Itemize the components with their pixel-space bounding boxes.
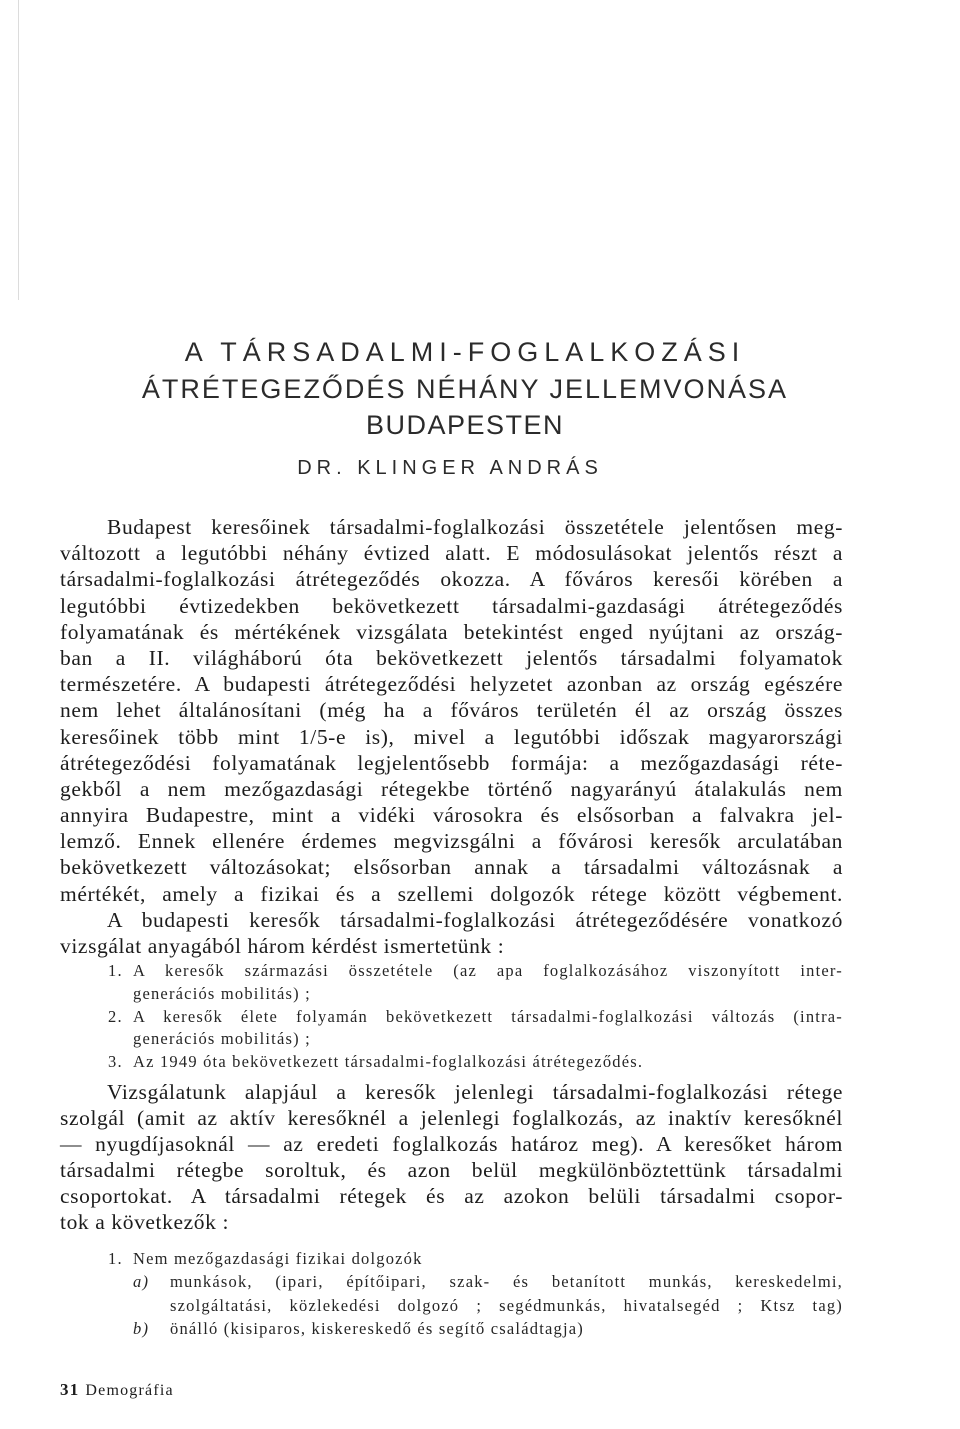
paragraph-line: nem lehet általánosítani (még ha a főváros területén él az ország összes bbox=[60, 698, 843, 723]
paragraph-line: annyira Budapestre, mint a vidéki városokra és elsősorban a falvakra jel- bbox=[60, 803, 843, 828]
paragraph-line: lemző. Ennek ellenére érdemes megvizsgálni a fővárosi keresők arculatában bbox=[60, 829, 843, 854]
list-item-line: generációs mobilitás) ; bbox=[133, 1029, 311, 1049]
paragraph-line: csoportokat. A társadalmi rétegek és az azokon belüli társadalmi csopor- bbox=[60, 1184, 843, 1208]
paragraph-line: szolgál (amit az aktív keresőknél a jelenlegi foglalkozás, az inaktív keresőknél bbox=[60, 1106, 843, 1130]
sub-list-item bbox=[133, 1270, 843, 1317]
list-item-number: 2. bbox=[108, 1006, 123, 1026]
list-item bbox=[108, 1006, 843, 1052]
page-footer bbox=[60, 1380, 174, 1401]
article-title-line: ÁTRÉTEGEZŐDÉS NÉHÁNY JELLEMVONÁSA bbox=[141, 373, 789, 404]
author-name: DR. KLINGER ANDRÁS bbox=[297, 457, 603, 479]
paragraph-line: A budapesti keresők társadalmi-foglalkozási átrétegeződésére vonatkozó bbox=[107, 907, 843, 932]
paragraph-line: tok a következők : bbox=[60, 1210, 230, 1234]
sub-list-item bbox=[133, 1317, 843, 1340]
sub-list-item-letter: b) bbox=[133, 1318, 150, 1338]
paragraph-line: átrétegeződési folyamatának legjelentősebb formája: a mezőgazdasági réte- bbox=[60, 750, 843, 775]
list-item-number: 1. bbox=[108, 1249, 123, 1268]
paragraph-line: Vizsgálatunk alapjául a keresők jelenlegi társadalmi-foglalkozási rétege bbox=[107, 1080, 843, 1104]
page-number: 31 bbox=[60, 1380, 80, 1399]
sub-list-item-letter: a) bbox=[133, 1272, 150, 1292]
scan-edge-line bbox=[18, 0, 19, 300]
list-item-number: 1. bbox=[108, 961, 123, 980]
list-item-line: munkások, (ipari, építőipari, szak- és betanított munkás, kereskedelmi, bbox=[170, 1272, 843, 1292]
paragraph-line: gekből a nem mezőgazdasági rétegekbe történő nagyarányú átalakulás nem bbox=[60, 776, 843, 801]
paragraph-line: keresőinek több mint 1/5-e is), mivel a legutóbbi időszak magyarországi bbox=[60, 724, 843, 749]
paragraph-line: folyamatának és mértékének vizsgálata betekintést enged nyújtani az ország- bbox=[60, 619, 843, 644]
body-text bbox=[60, 514, 843, 959]
paragraph-line: — nyugdíjasoknál — az eredeti foglalkozás határoz meg). A keresőket három bbox=[60, 1132, 843, 1156]
question-list bbox=[108, 960, 843, 1074]
journal-name: Demográfia bbox=[85, 1382, 174, 1399]
paragraph-line: változott a legutóbbi néhány évtized alatt. E módosulásokat jelentős részt a bbox=[60, 541, 843, 566]
list-item-line: szolgáltatási, közlekedési dolgozó ; segédmunkás, hivatalsegéd ; Ktsz tag) bbox=[170, 1295, 843, 1315]
list-item bbox=[108, 1051, 843, 1074]
paragraph-line: társadalmi rétegbe soroltuk, és azon belül megkülönböztettünk társadalmi bbox=[60, 1158, 843, 1182]
list-item-line: A keresők élete folyamán bekövetkezett társadalmi-foglalkozási változás (intra- bbox=[133, 1006, 843, 1026]
paragraph-line: bekövetkezett változásokat; elsősorban annak a társadalmi változásnak a bbox=[60, 855, 843, 880]
list-item-number: 3. bbox=[108, 1052, 123, 1072]
paragraph-line: vizsgálat anyagából három kérdést ismertetünk : bbox=[60, 934, 505, 958]
list-item-line: A keresők származási összetétele (az apa foglalkozásához viszonyított inter- bbox=[133, 961, 843, 980]
paragraph-line: természetére. A budapesti átrétegeződési helyzetet azonban az ország egészére bbox=[60, 672, 843, 697]
group-list bbox=[108, 1247, 843, 1340]
paragraph-line: mértékét, amely a fizikai és a szellemi dolgozók rétege között végbement. bbox=[60, 881, 843, 906]
article-title-line: BUDAPESTEN bbox=[365, 410, 565, 440]
list-item-line: Az 1949 óta bekövetkezett társadalmi-foglalkozási átrétegeződés. bbox=[133, 1052, 644, 1072]
article-title bbox=[0, 334, 930, 444]
paragraph-line: ban a II. világháború óta bekövetkezett jelentős társadalmi folyamatok bbox=[60, 645, 843, 670]
list-item-line: önálló (kisiparos, kiskereskedő és segítő családtagja) bbox=[170, 1318, 584, 1338]
list-item bbox=[108, 960, 843, 1006]
list-item-heading: Nem mezőgazdasági fizikai dolgozók bbox=[133, 1249, 423, 1268]
article-title-line: A TÁRSADALMI-FOGLALKOZÁSI bbox=[184, 337, 746, 367]
list-item-line: generációs mobilitás) ; bbox=[133, 983, 311, 1003]
list-item bbox=[108, 1247, 843, 1270]
paragraph-line: legutóbbi évtizedekben bekövetkezett társadalmi-gazdasági átrétegeződés bbox=[60, 593, 843, 618]
body-text bbox=[60, 1079, 843, 1235]
paragraph-line: társadalmi-foglalkozási átrétegeződés okozza. A főváros keresői körében a bbox=[60, 567, 843, 592]
paragraph-line: Budapest keresőinek társadalmi-foglalkozási összetétele jelentősen meg- bbox=[107, 515, 843, 539]
